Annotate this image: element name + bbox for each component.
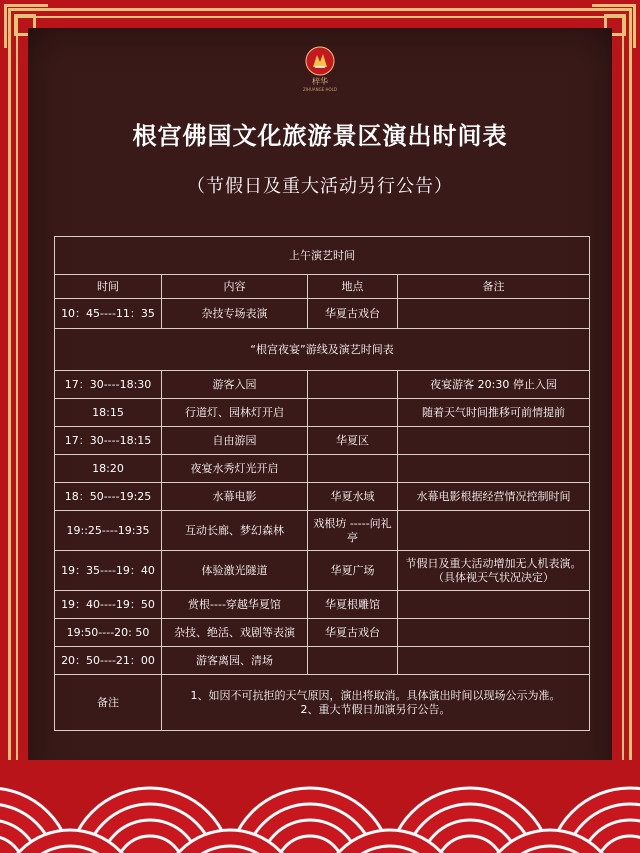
cell-time: 20：50----21：00 bbox=[55, 647, 162, 675]
table-row bbox=[55, 399, 590, 427]
cell-content: 夜宴水秀灯光开启 bbox=[162, 455, 308, 483]
cell-remark bbox=[398, 427, 590, 455]
note-line: 1、如因不可抗拒的天气原因，演出将取消。具体演出时间以现场公示为准。 bbox=[190, 688, 561, 702]
cell-place: 华夏广场 bbox=[308, 551, 398, 591]
cell-time: 19:50----20: 50 bbox=[55, 619, 162, 647]
cell-place bbox=[308, 371, 398, 399]
table-row bbox=[55, 427, 590, 455]
cell-place: 华夏区 bbox=[308, 427, 398, 455]
cell-remark: 夜宴游客 20:30 停止入园 bbox=[398, 371, 590, 399]
logo-subtext: ZIHUANGE HOLD bbox=[303, 87, 337, 92]
table-row bbox=[55, 591, 590, 619]
cell-time: 10：45----11：35 bbox=[55, 299, 162, 329]
cell-content: 体验激光隧道 bbox=[162, 551, 308, 591]
cell-content: 杂技、绝活、戏剧等表演 bbox=[162, 619, 308, 647]
column-header-time: 时间 bbox=[55, 275, 162, 299]
evening-section-title: “根宫夜宴”游线及演艺时间表 bbox=[55, 329, 590, 371]
column-header-content: 内容 bbox=[162, 275, 308, 299]
cell-remark: 节假日及重大活动增加无人机表演。（具体视天气状况决定） bbox=[398, 551, 590, 591]
page-subtitle: （节假日及重大活动另行公告） bbox=[187, 176, 453, 197]
cell-content: 赏根----穿越华夏馆 bbox=[162, 591, 308, 619]
cell-time: 18：50----19:25 bbox=[55, 483, 162, 511]
cell-time: 18:20 bbox=[55, 455, 162, 483]
cell-content: 自由游园 bbox=[162, 427, 308, 455]
table-row bbox=[55, 511, 590, 551]
notes-label: 备注 bbox=[55, 675, 162, 731]
column-header-remark: 备注 bbox=[398, 275, 590, 299]
cell-remark bbox=[398, 619, 590, 647]
cell-time: 19：35----19：40 bbox=[55, 551, 162, 591]
brand-logo-icon bbox=[305, 46, 335, 76]
cell-content: 杂技专场表演 bbox=[162, 299, 308, 329]
cell-place: 华夏水域 bbox=[308, 483, 398, 511]
morning-section-title: 上午演艺时间 bbox=[55, 237, 590, 275]
cell-remark bbox=[398, 511, 590, 551]
table-row bbox=[55, 455, 590, 483]
cell-time: 19::25----19:35 bbox=[55, 511, 162, 551]
cell-time: 19：40----19：50 bbox=[55, 591, 162, 619]
column-header-place: 地点 bbox=[308, 275, 398, 299]
cell-time: 17：30----18:30 bbox=[55, 371, 162, 399]
cell-content: 游客离园、清场 bbox=[162, 647, 308, 675]
cell-content: 水幕电影 bbox=[162, 483, 308, 511]
brand-logo bbox=[295, 46, 345, 106]
cell-content: 行道灯、园林灯开启 bbox=[162, 399, 308, 427]
cell-time: 18:15 bbox=[55, 399, 162, 427]
cell-remark bbox=[398, 455, 590, 483]
table-row bbox=[55, 371, 590, 399]
cell-place: 华夏古戏台 bbox=[308, 619, 398, 647]
wave-decoration bbox=[0, 760, 640, 853]
table-row bbox=[55, 483, 590, 511]
schedule-table bbox=[54, 236, 590, 731]
cell-remark: 水幕电影根据经营情况控制时间 bbox=[398, 483, 590, 511]
table-row bbox=[55, 647, 590, 675]
evening-section-row bbox=[55, 329, 590, 371]
table-row bbox=[55, 299, 590, 329]
note-line: 2、重大节假日加演另行公告。 bbox=[300, 702, 451, 716]
page-title: 根宫佛国文化旅游景区演出时间表 bbox=[132, 122, 508, 150]
cell-remark bbox=[398, 299, 590, 329]
cell-place bbox=[308, 647, 398, 675]
notes-body bbox=[162, 675, 590, 731]
table-row bbox=[55, 619, 590, 647]
table-row bbox=[55, 551, 590, 591]
cell-place bbox=[308, 399, 398, 427]
cell-remark bbox=[398, 591, 590, 619]
cell-content: 游客入园 bbox=[162, 371, 308, 399]
cell-remark bbox=[398, 647, 590, 675]
cell-place bbox=[308, 455, 398, 483]
morning-section-row bbox=[55, 237, 590, 275]
cell-place: 戏根坊 -----问礼亭 bbox=[308, 511, 398, 551]
cell-remark: 随着天气时间推移可前情提前 bbox=[398, 399, 590, 427]
logo-text: 梓华 bbox=[312, 77, 328, 86]
cell-time: 17：30----18:15 bbox=[55, 427, 162, 455]
notes-row bbox=[55, 675, 590, 731]
cell-content: 互动长廊、梦幻森林 bbox=[162, 511, 308, 551]
column-header-row bbox=[55, 275, 590, 299]
cell-place: 华夏根雕馆 bbox=[308, 591, 398, 619]
cell-place: 华夏古戏台 bbox=[308, 299, 398, 329]
